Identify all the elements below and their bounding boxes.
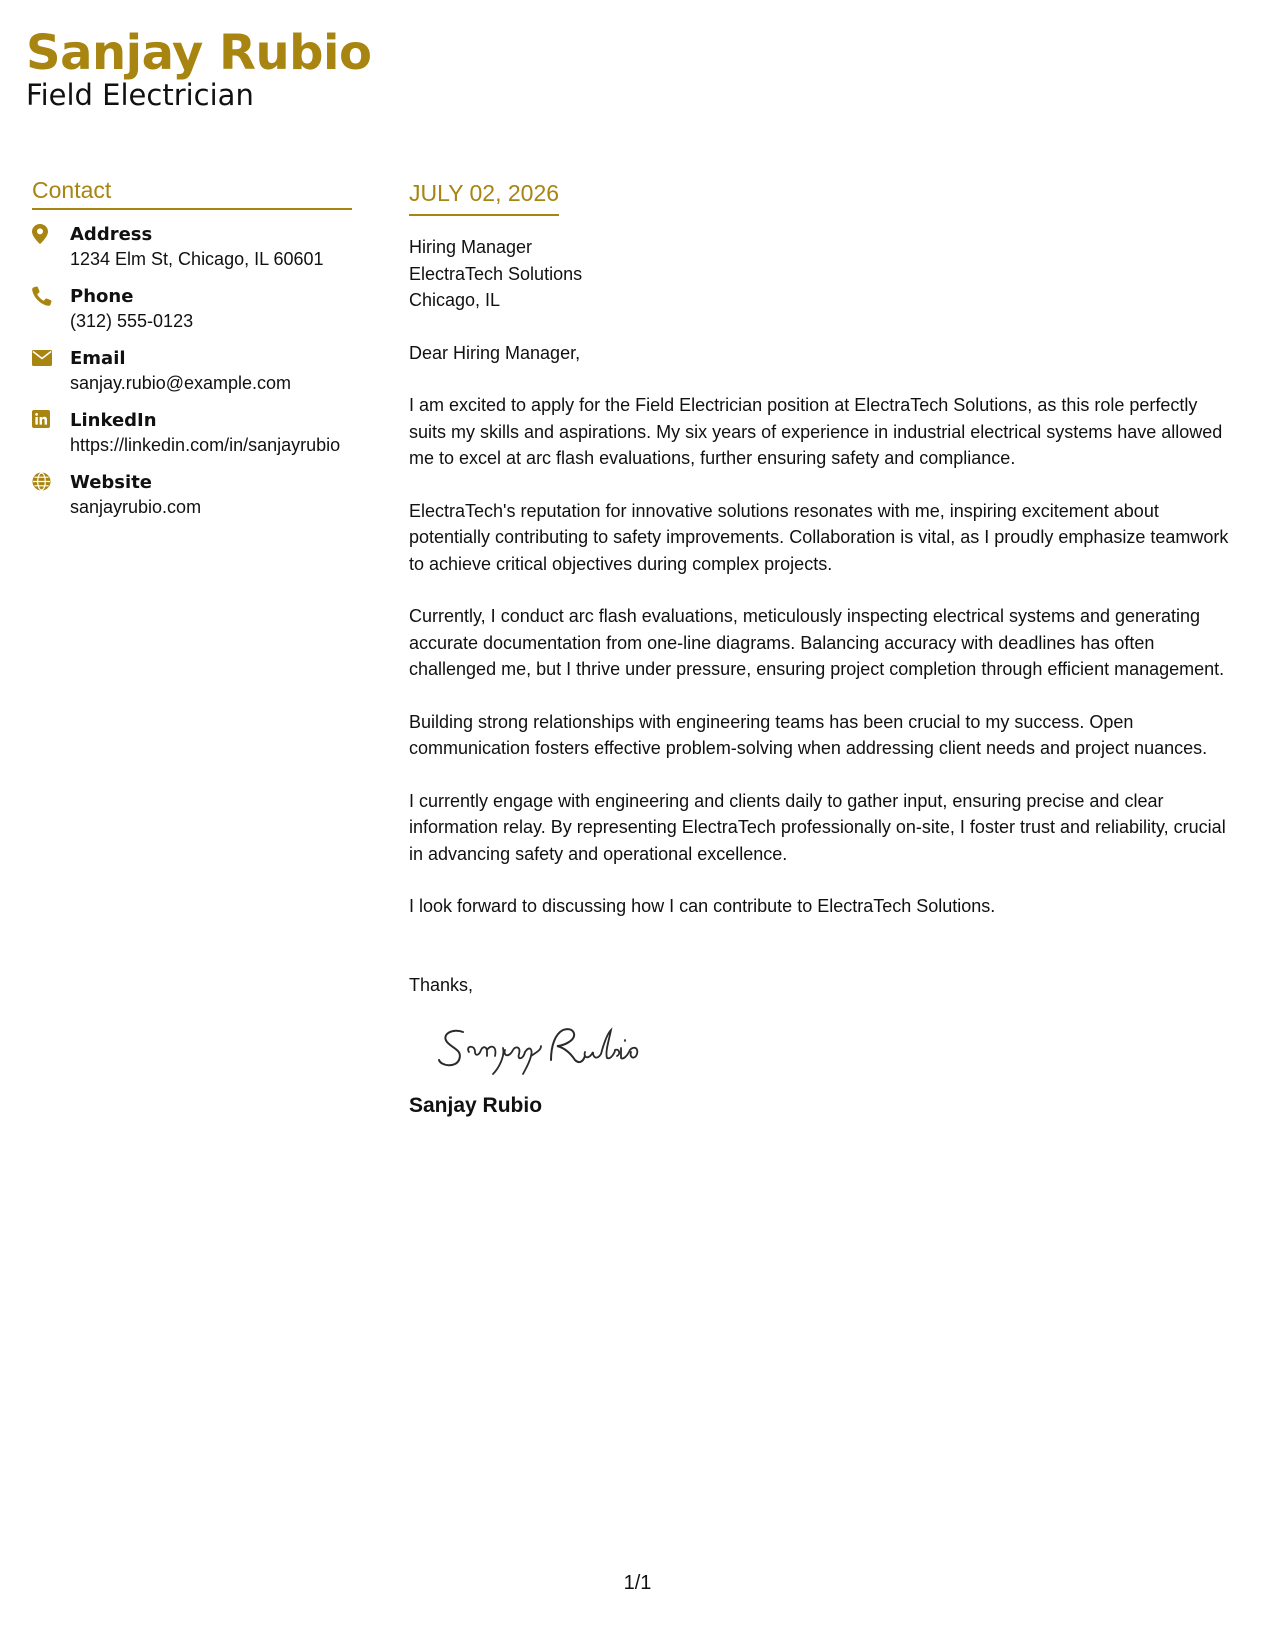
contact-label-email: Email [70, 348, 126, 369]
letter-paragraph: Currently, I conduct arc flash evaluations, meticulously inspecting electrical systems and generating accurate documentation from one-line diagrams. Balancing accuracy with deadlines has often challenged me, but I thrive under pressure, ensuring project completion through efficient management. [409, 606, 1225, 679]
contact-section-title: Contact [32, 176, 352, 210]
contact-item-website [32, 470, 352, 520]
applicant-name: Sanjay Rubio [26, 25, 372, 81]
letter-paragraph: Building strong relationships with engineering teams has been crucial to my success. Open communication fosters effective problem-solving when addressing client needs and project nuances. [409, 711, 1208, 758]
letter-body [409, 178, 1239, 1120]
phone-icon [32, 284, 70, 306]
letter-date: JULY 02, 2026 [409, 178, 559, 216]
letter-paragraph: I currently engage with engineering and clients daily to gather input, ensuring precise and clear information relay. By representing ElectraTech professionally on-site, I foster trust and reliability, crucial in advancing safety and operational excellence. [409, 790, 1226, 864]
contact-value-linkedin[interactable]: https://linkedin.com/in/sanjayrubio [70, 435, 341, 455]
envelope-icon [32, 346, 70, 366]
letter-header [26, 24, 371, 112]
map-pin-icon [32, 222, 70, 244]
contact-list [32, 222, 352, 520]
recipient-location: Chicago, IL [409, 290, 501, 310]
contact-label-address: Address [70, 224, 153, 245]
contact-item-email [32, 346, 352, 396]
contact-item-phone [32, 284, 352, 334]
contact-value-website[interactable]: sanjayrubio.com [70, 497, 202, 517]
contact-value-phone: (312) 555-0123 [70, 311, 194, 331]
letter-paragraph: I look forward to discussing how I can contribute to ElectraTech Solutions. [409, 896, 996, 916]
recipient-block [409, 234, 1239, 314]
contact-value-address: 1234 Elm St, Chicago, IL 60601 [70, 249, 324, 269]
page-number: 1/1 [623, 1572, 652, 1594]
closing: Thanks, [409, 974, 474, 995]
salutation: Dear Hiring Manager, [409, 342, 581, 363]
contact-label-linkedin: LinkedIn [70, 410, 157, 431]
contact-label-phone: Phone [70, 286, 134, 307]
letter-paragraph: ElectraTech's reputation for innovative solutions resonates with me, inspiring excitement about potentially contributing to safety improvements. Collaboration is vital, as I proudly emphasize teamwork to achieve critical objectives during complex projects. [409, 500, 1229, 574]
contact-label-website: Website [70, 472, 153, 493]
contact-item-address [32, 222, 352, 272]
recipient-company: ElectraTech Solutions [409, 263, 583, 284]
signer-name: Sanjay Rubio [409, 1094, 543, 1117]
globe-icon [32, 470, 70, 491]
linkedin-icon [32, 408, 70, 428]
letter-paragraph: I am excited to apply for the Field Electrician position at ElectraTech Solutions, as this role perfectly suits my skills and aspirations. My six years of experience in industrial electrical systems have allowed me to excel at arc flash evaluations, further ensuring safety and compliance. [409, 395, 1223, 468]
contact-sidebar [32, 176, 352, 532]
contact-value-email: sanjay.rubio@example.com [70, 373, 292, 393]
applicant-job-title: Field Electrician [26, 78, 254, 112]
contact-item-linkedin [32, 408, 352, 458]
recipient-title: Hiring Manager [409, 237, 533, 257]
handwritten-signature [433, 1016, 1239, 1078]
